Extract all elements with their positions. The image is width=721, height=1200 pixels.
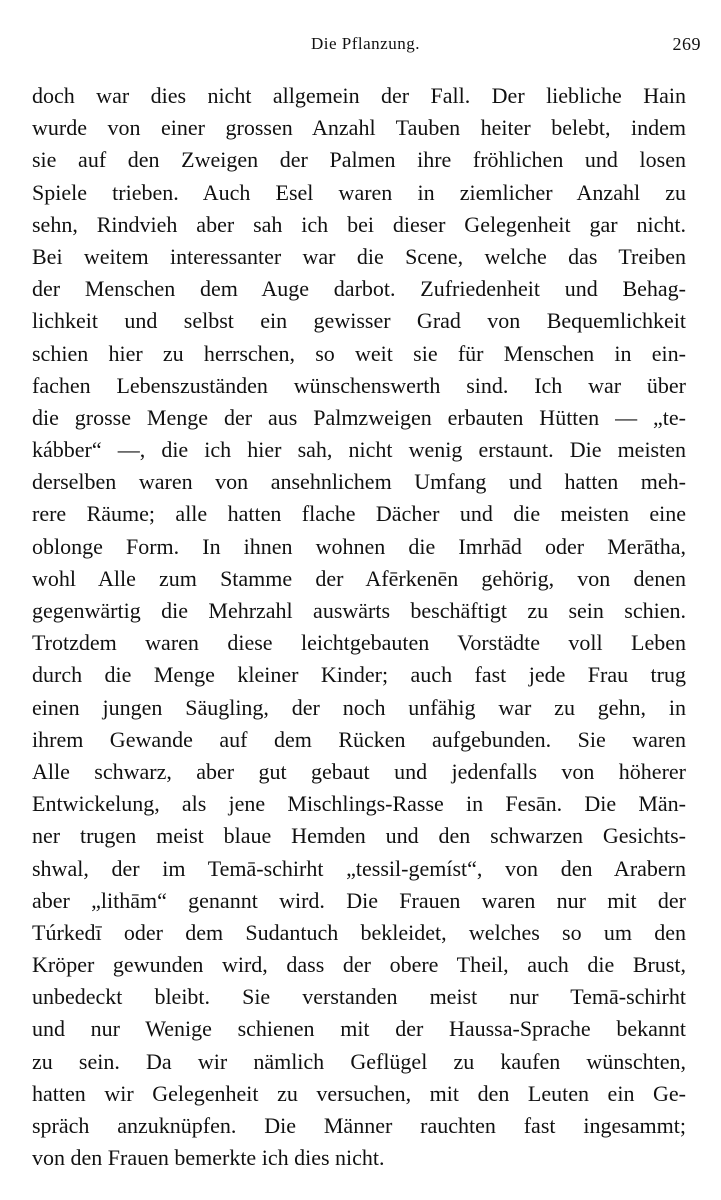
text-line: und nur Wenige schienen mit der Haussa-Sprache bekannt [32,1016,686,1042]
text-line: hatten wir Gelegenheit zu versuchen, mit den Leuten ein Ge- [32,1080,686,1106]
text-line: durch die Menge kleiner Kinder; auch fast jede Frau trug [32,662,686,688]
text-line: Túrkedī oder dem Sudantuch bekleidet, welches so um den [32,919,686,945]
text-line: rere Räume; alle hatten flache Dächer und die meisten eine [32,501,686,527]
text-line: ihrem Gewande auf dem Rücken aufgebunden. Sie waren [32,726,686,752]
text-line: von den Frauen bemerkte ich dies nicht. [32,1145,385,1171]
text-line: oblonge Form. In ihnen wohnen die Imrhād oder Merātha, [32,533,686,559]
text-line: Bei weitem interessanter war die Scene, welche das Treiben [32,243,686,269]
text-line: gegenwärtig die Mehrzahl auswärts beschäftigt zu sein schien. [32,598,686,623]
text-line: einen jungen Säugling, der noch unfähig war zu gehn, in [32,694,686,720]
text-line: fachen Lebenszuständen wünschenswerth sind. Ich war über [32,372,686,398]
text-line: derselben waren von ansehnlichem Umfang und hatten meh- [32,469,686,495]
text-line: aber „lithām“ genannt wird. Die Frauen waren nur mit der [32,887,686,913]
text-line: der Menschen dem Auge darbot. Zufriedenheit und Behag- [32,276,686,302]
text-line: shwal, der im Temā-schirht „tessil-gemíst“, von den Arabern [32,855,686,881]
text-line: wohl Alle zum Stamme der Afērkenēn gehörig, von denen [32,565,686,591]
text-line: kábber“ —, die ich hier sah, nicht wenig erstaunt. Die meisten [32,437,686,463]
text-line: Trotzdem waren diese leichtgebauten Vorstädte voll Leben [32,630,686,656]
text-line: unbedeckt bleibt. Sie verstanden meist nur Temā-schirht [32,984,686,1010]
text-line: Spiele trieben. Auch Esel waren in ziemlicher Anzahl zu [32,179,686,205]
text-line: lichkeit und selbst ein gewisser Grad von Bequemlichkeit [32,308,686,334]
text-line: die grosse Menge der aus Palmzweigen erbauten Hütten — „te- [32,404,686,430]
text-line: schien hier zu herrschen, so weit sie für Menschen in ein- [32,340,686,366]
text-line: doch war dies nicht allgemein der Fall. Der liebliche Hain [32,83,686,108]
page-number: 269 [672,34,701,54]
text-line: wurde von einer grossen Anzahl Tauben heiter belebt, indem [32,115,686,141]
body-paragraph [32,80,686,1174]
chapter-title: Die Pflanzung. [311,34,420,53]
text-line: sie auf den Zweigen der Palmen ihre fröhlichen und losen [32,147,686,173]
text-line: ner trugen meist blaue Hemden und den schwarzen Gesichts- [32,823,686,849]
text-line: sehn, Rindvieh aber sah ich bei dieser Gelegenheit gar nicht. [32,211,686,237]
text-line: zu sein. Da wir nämlich Geflügel zu kaufen wünschten, [32,1048,686,1074]
running-header [30,34,701,58]
text-line: Kröper gewunden wird, dass der obere Theil, auch die Brust, [32,952,686,978]
text-line: spräch anzuknüpfen. Die Männer rauchten fast ingesammt; [32,1113,686,1138]
text-line: Alle schwarz, aber gut gebaut und jedenfalls von höherer [32,758,686,784]
text-line: Entwickelung, als jene Mischlings-Rasse in Fesān. Die Män- [32,791,686,817]
